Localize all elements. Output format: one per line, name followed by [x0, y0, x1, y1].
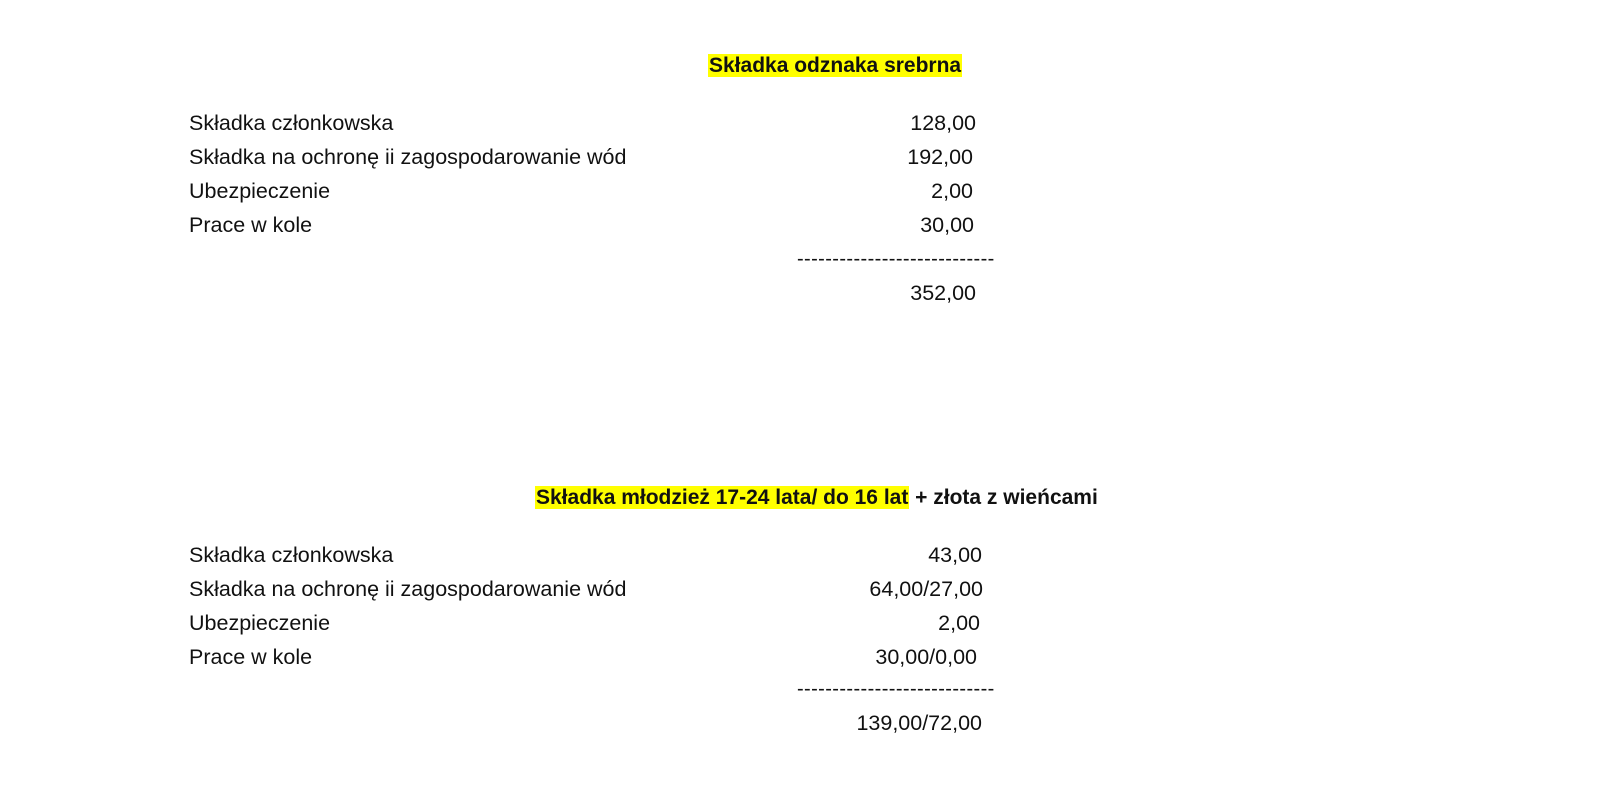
row-label-club-work: Prace w kole — [189, 213, 313, 237]
row-label-insurance: Ubezpieczenie — [189, 611, 331, 635]
row-label-water-protection: Składka na ochronę ii zagospodarowanie wód — [189, 145, 627, 169]
highlighted-title-text: Składka młodzież 17-24 lata/ do 16 lat — [536, 486, 909, 509]
row-label-water-protection: Składka na ochronę ii zagospodarowanie wód — [189, 577, 627, 601]
section-silver-title — [708, 51, 962, 81]
row-label-insurance: Ubezpieczenie — [189, 179, 331, 203]
row-label-membership: Składka członkowska — [189, 111, 394, 135]
row-value-insurance: 2,00 — [938, 611, 980, 635]
row-value-water-protection: 192,00 — [907, 145, 973, 169]
row-value-water-protection: 64,00/27,00 — [869, 577, 983, 601]
row-value-insurance: 2,00 — [931, 179, 973, 203]
row-value-club-work: 30,00 — [920, 213, 974, 237]
row-value-membership: 43,00 — [928, 543, 982, 567]
title-rest-text: + złota z wieńcami — [909, 486, 1098, 509]
row-value-club-work: 30,00/0,00 — [875, 645, 977, 669]
section-youth-title — [535, 483, 1098, 513]
total-value: 139,00/72,00 — [856, 711, 982, 735]
row-label-club-work: Prace w kole — [189, 645, 313, 669]
row-label-membership: Składka członkowska — [189, 543, 394, 567]
highlighted-title-text: Składka odznaka srebrna — [709, 54, 962, 77]
total-value: 352,00 — [910, 281, 976, 305]
row-value-membership: 128,00 — [910, 111, 976, 135]
sum-separator: ---------------------------- — [797, 248, 995, 270]
sum-separator: ---------------------------- — [797, 678, 995, 700]
